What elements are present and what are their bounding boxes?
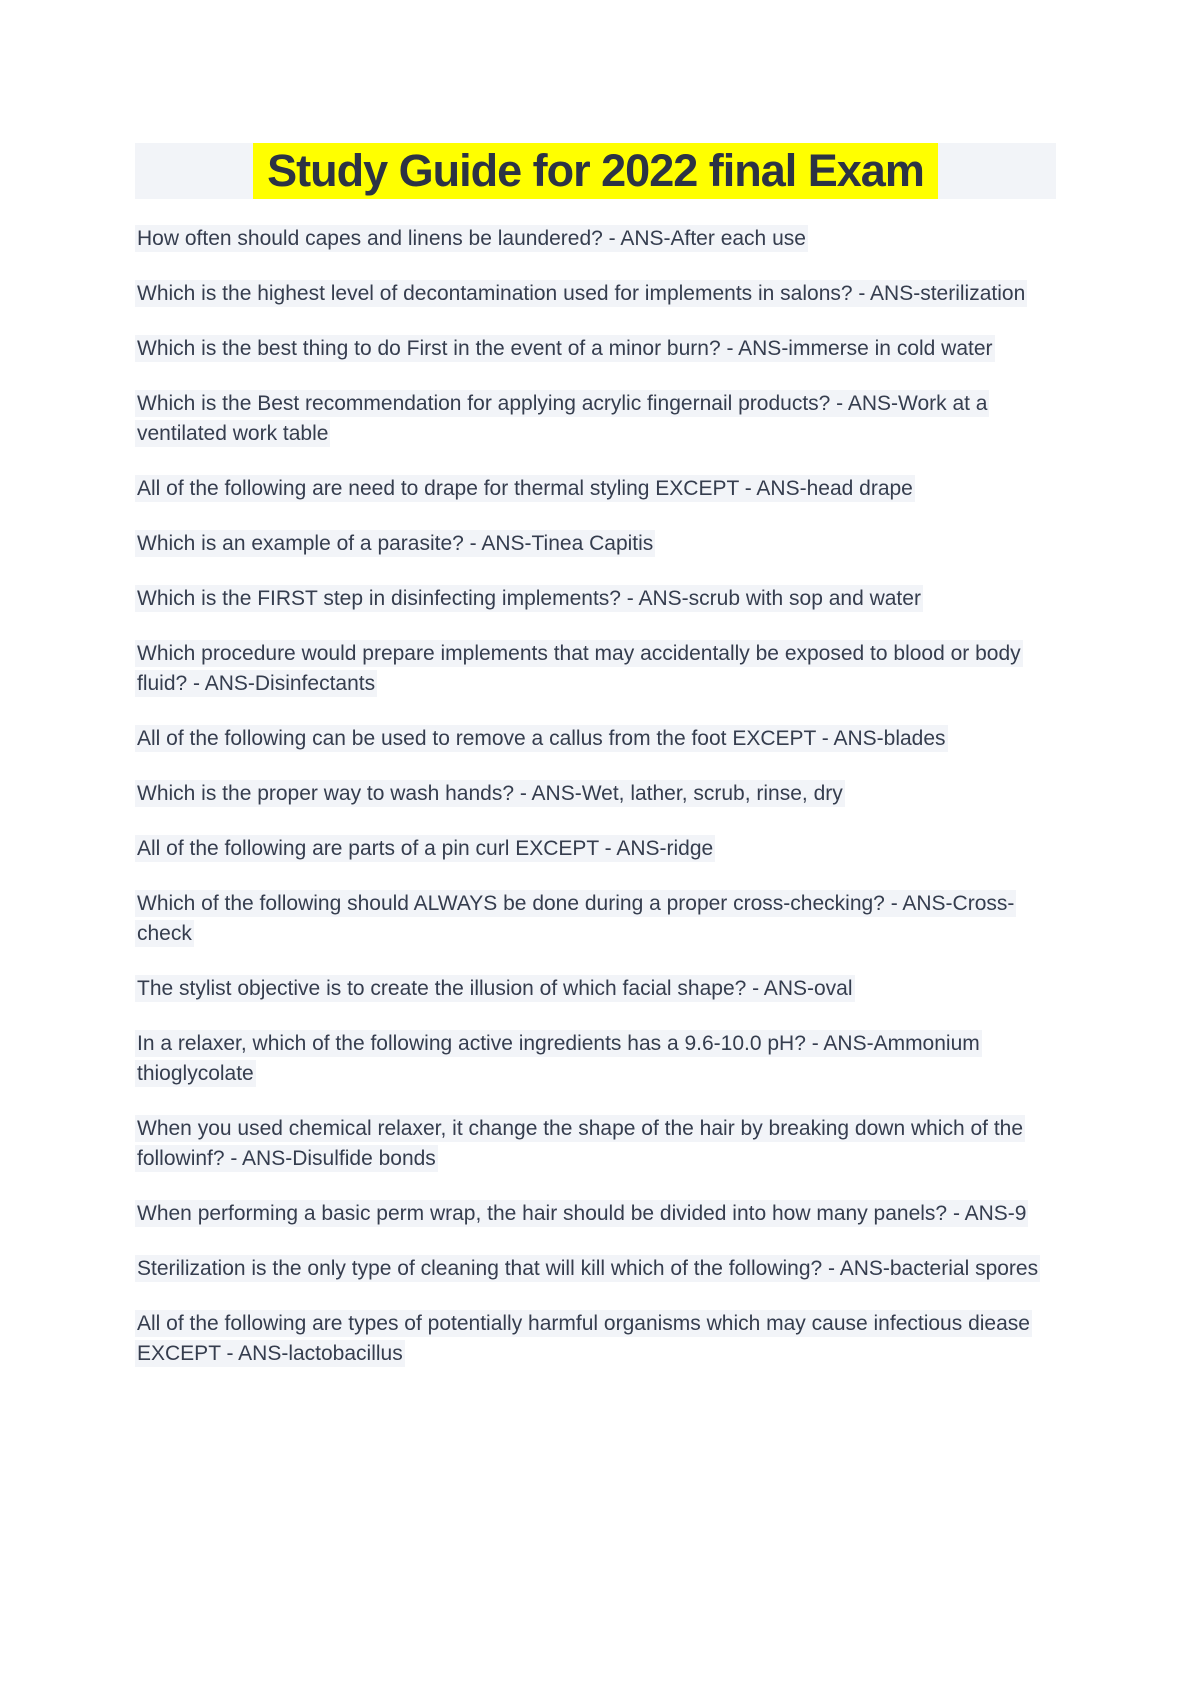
qa-item: [135, 834, 1056, 864]
qa-item-text: When performing a basic perm wrap, the hair should be divided into how many panels? - ANS-9: [137, 1202, 1027, 1225]
qa-item: [135, 279, 1056, 309]
title-band: [135, 143, 1056, 199]
qa-item-text: How often should capes and linens be laundered? - ANS-After each use: [137, 227, 806, 250]
qa-item-text: Which is the FIRST step in disinfecting implements? - ANS-scrub with sop and water: [137, 587, 921, 610]
document-content: [135, 143, 1056, 1369]
qa-item: [135, 779, 1056, 809]
qa-item: [135, 1114, 1056, 1174]
qa-item-text: All of the following are need to drape for thermal styling EXCEPT - ANS-head drape: [137, 477, 913, 500]
page-title: [253, 143, 938, 199]
qa-item: [135, 1199, 1056, 1229]
qa-item-text: Which of the following should ALWAYS be done during a proper cross-checking? - ANS-Cross-check: [137, 892, 1015, 945]
qa-item: [135, 639, 1056, 699]
qa-item-text: Which is the best thing to do First in the event of a minor burn? - ANS-immerse in cold water: [137, 337, 993, 360]
qa-item: [135, 974, 1056, 1004]
qa-item-text: Which is the Best recommendation for applying acrylic fingernail products? - ANS-Work at a ventilated work table: [137, 392, 988, 445]
qa-item-text: All of the following are parts of a pin curl EXCEPT - ANS-ridge: [137, 837, 714, 860]
qa-item-text: Which is an example of a parasite? - ANS-Tinea Capitis: [137, 532, 654, 555]
qa-item: [135, 1309, 1056, 1369]
qa-item: [135, 1254, 1056, 1284]
page-title-text: Study Guide for 2022 final Exam: [253, 143, 938, 199]
qa-item: [135, 889, 1056, 949]
qa-item: [135, 529, 1056, 559]
qa-item-text: When you used chemical relaxer, it change the shape of the hair by breaking down which of the followinf? - ANS-Disulfide bonds: [137, 1117, 1024, 1170]
qa-item-text: All of the following are types of potentially harmful organisms which may cause infectious diease EXCEPT - ANS-lactobacillus: [137, 1312, 1030, 1365]
qa-item: [135, 334, 1056, 364]
qa-item-text: Which is the highest level of decontamination used for implements in salons? - ANS-sterilization: [137, 282, 1026, 305]
qa-item: [135, 1029, 1056, 1089]
qa-item: [135, 474, 1056, 504]
qa-list: [135, 224, 1056, 1369]
qa-item-text: In a relaxer, which of the following active ingredients has a 9.6-10.0 pH? - ANS-Ammonium thioglycolate: [137, 1032, 980, 1085]
qa-item: [135, 724, 1056, 754]
qa-item: [135, 584, 1056, 614]
qa-item: [135, 224, 1056, 254]
qa-item: [135, 389, 1056, 449]
qa-item-text: All of the following can be used to remove a callus from the foot EXCEPT - ANS-blades: [137, 727, 946, 750]
qa-item-text: Which procedure would prepare implements that may accidentally be exposed to blood or body fluid? - ANS-Disinfectants: [137, 642, 1021, 695]
qa-item-text: The stylist objective is to create the illusion of which facial shape? - ANS-oval: [137, 977, 853, 1000]
qa-item-text: Sterilization is the only type of cleaning that will kill which of the following? - ANS-bacterial spores: [137, 1257, 1039, 1280]
qa-item-text: Which is the proper way to wash hands? - ANS-Wet, lather, scrub, rinse, dry: [137, 782, 843, 805]
